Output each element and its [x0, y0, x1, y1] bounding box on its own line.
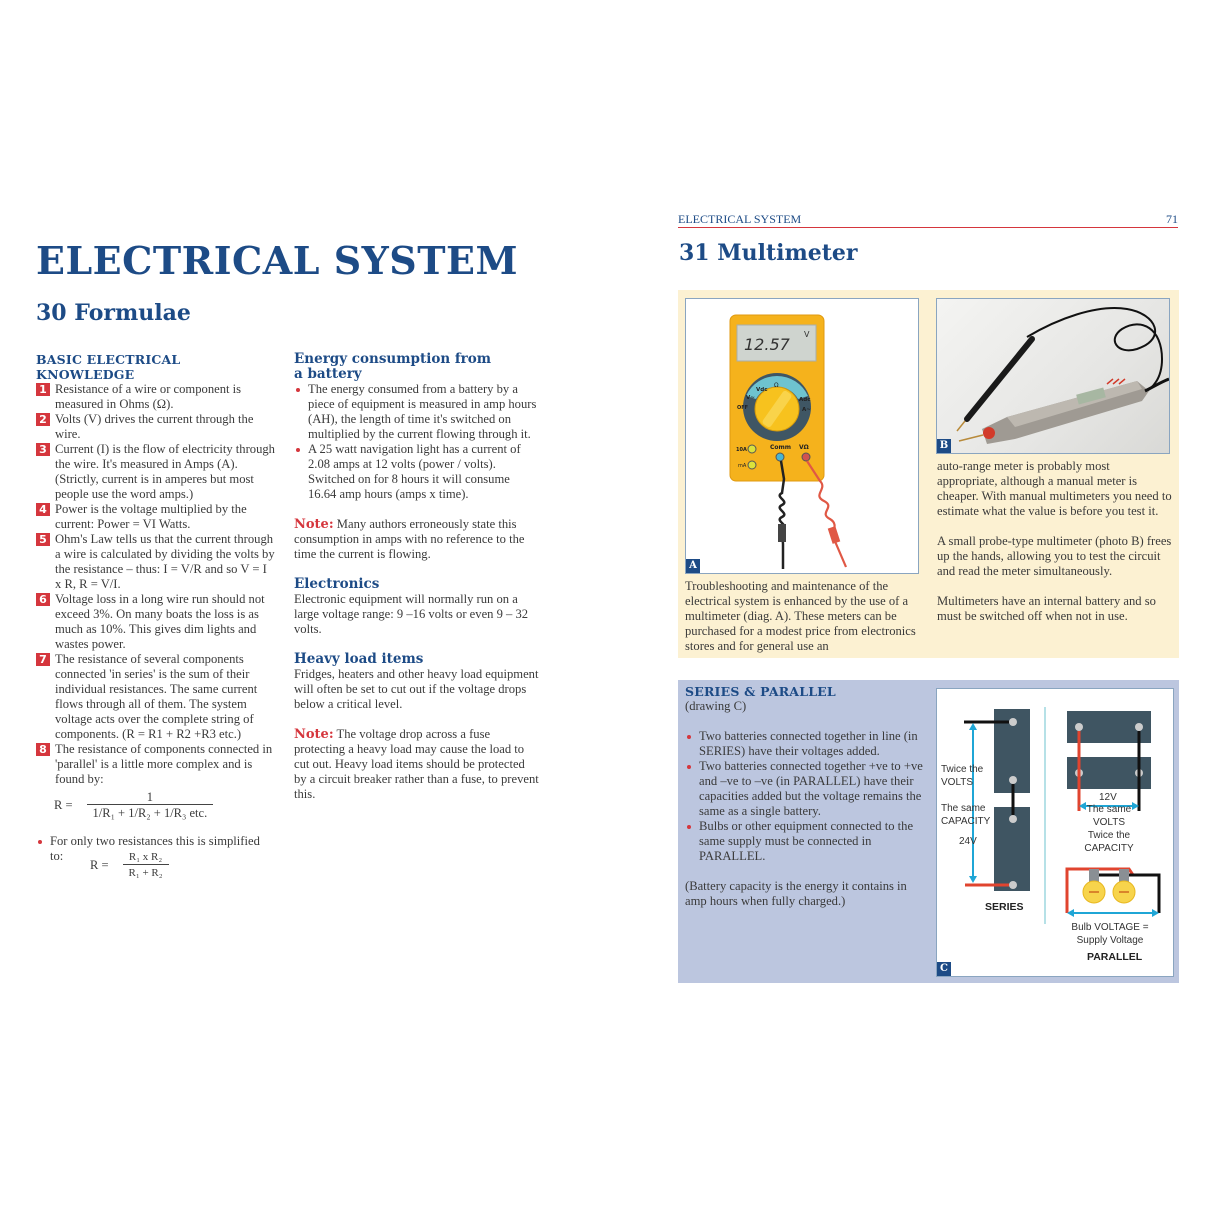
svg-text:Ω: Ω	[774, 382, 779, 389]
multimeter-panel	[678, 290, 1179, 658]
svg-text:Comm: Comm	[770, 444, 792, 451]
svg-text:V: V	[804, 330, 810, 339]
svg-text:Adc: Adc	[799, 397, 811, 403]
bullet-item: For only two resistances this is simplified to:	[36, 834, 276, 864]
number-badge: 1	[36, 383, 50, 396]
figure-c-label: C	[937, 962, 951, 976]
note-label: Note:	[294, 517, 334, 532]
series-caption: SERIES	[985, 901, 1024, 913]
heavy-load-text: Fridges, heaters and other heavy load equipment will often be set to cut out if the voltage drops below a critical level.	[294, 667, 539, 711]
bullet-item: Bulbs or other equipment connected to the same supply must be connected in PARALLEL.	[685, 819, 925, 864]
bullet-item: The energy consumed from a battery by a piece of equipment is measured in amp hours (AH), the length of time it's switched on multiplied by the current flowing through it.	[294, 382, 539, 442]
list-item: 6 Voltage loss in a long wire run should not exceed 3%. On many boats the loss is as much as 10%. This gives dim lights and wastes power.	[36, 592, 276, 652]
section-30-title: 30 Formulae	[36, 300, 191, 326]
energy-column	[294, 352, 539, 802]
number-badge: 7	[36, 653, 50, 666]
chapter-title: ELECTRICAL SYSTEM	[36, 238, 519, 283]
svg-text:A~: A~	[802, 407, 811, 413]
svg-text:V~: V~	[746, 395, 755, 401]
series-parallel-heading: SERIES & PARALLEL	[685, 684, 836, 699]
parallel-caption: PARALLEL	[1087, 951, 1143, 963]
figure-b-label: B	[937, 439, 951, 453]
figure-c-series-parallel-diagram	[936, 688, 1174, 977]
running-header	[678, 212, 1178, 228]
heavy-load-heading: Heavy load items	[294, 651, 424, 667]
list-item: 3 Current (I) is the flow of electricity through the wire. It's measured in Amps (A). (Strictly, current is in amperes but most people use the word amps.)	[36, 442, 276, 502]
svg-text:mA: mA	[738, 463, 747, 469]
basic-knowledge-heading: BASIC ELECTRICAL KNOWLEDGE	[36, 352, 181, 382]
series-note-volts: Twice the VOLTS	[941, 764, 984, 788]
number-badge: 8	[36, 743, 50, 756]
figure-a-label: A	[686, 559, 700, 573]
series-note-capacity: The same CAPACITY	[941, 803, 991, 827]
number-badge: 4	[36, 503, 50, 516]
probe-multimeter-illustration	[937, 299, 1170, 454]
number-badge: 6	[36, 593, 50, 606]
number-badge: 2	[36, 413, 50, 426]
svg-text:VΩ: VΩ	[799, 444, 809, 451]
electronics-text: Electronic equipment will normally run on a large voltage range: 9 –16 volts or even 9 – 32 volts.	[294, 592, 529, 636]
number-badge: 5	[36, 533, 50, 546]
list-item: 2 Volts (V) drives the current through the wire.	[36, 412, 276, 442]
page-number: 71	[1166, 212, 1178, 226]
list-item: 8 The resistance of components connected in 'parallel' is a little more complex and is found by:	[36, 742, 276, 787]
number-badge: 3	[36, 443, 50, 456]
svg-text:12.57: 12.57	[744, 335, 790, 354]
bullet-item: Two batteries connected together +ve to +ve and –ve to –ve (in PARALLEL) have their capacities added but the voltage remains the same as a single battery.	[685, 759, 925, 819]
section-31-title: 31 Multimeter	[679, 240, 858, 266]
multimeter-text-a: Troubleshooting and maintenance of the electrical system is enhanced by the use of a multimeter (diag. A). These meters can be purchased for a modest price from electronics stores and for general use an	[685, 579, 916, 653]
svg-text:Vdc: Vdc	[756, 387, 768, 393]
series-parallel-text	[685, 684, 925, 909]
energy-note: Note: Many authors erroneously state this consumption in amps with no reference to the time the current is flowing.	[294, 517, 525, 561]
figure-a-multimeter	[685, 298, 919, 574]
multimeter-illustration	[686, 299, 918, 573]
heavy-load-note: Note: The voltage drop across a fuse protecting a heavy load may cause the load to cut out. Heavy load items should be protected by a circuit breaker rather than a fuse, to prevent this.	[294, 727, 539, 801]
list-item: 5 Ohm's Law tells us that the current through a wire is calculated by dividing the volts by the resistance – thus: I = V/R and so V = I x R, R = V/I.	[36, 532, 276, 592]
running-head-title: ELECTRICAL SYSTEM	[678, 212, 802, 226]
battery-capacity-footnote: (Battery capacity is the energy it contains in amp hours when fully charged.)	[685, 879, 907, 908]
series-voltage: 24V	[959, 836, 977, 847]
parallel-voltage: 12V	[1099, 792, 1117, 803]
parallel-note: The same VOLTS Twice the CAPACITY	[1084, 804, 1134, 854]
figure-b-probe-photo	[936, 298, 1170, 454]
two-resistance-formula: R = $\frac{\text{R₁ x R₂}}{\text{R₁ + R₂}}$	[90, 851, 276, 880]
note-label: Note:	[294, 727, 334, 742]
bullet-item: A 25 watt navigation light has a current of 2.08 amps at 12 volts (power / volts). Switched on for 8 hours it will consume 16.64 amp hours (amps x time).	[294, 442, 539, 502]
electronics-heading: Electronics	[294, 576, 380, 592]
basic-knowledge-column	[36, 352, 276, 880]
bulb-voltage-note: Bulb VOLTAGE = Supply Voltage	[1071, 922, 1149, 946]
list-item: 1 Resistance of a wire or component is measured in Ohms (Ω).	[36, 382, 276, 412]
parallel-resistance-formula: R = $\frac{1}{\text{1/R₁ + 1/R₂ + 1/R₃ etc.}}$	[54, 791, 276, 820]
svg-text:OFF: OFF	[737, 405, 749, 411]
series-parallel-subheading: (drawing C)	[685, 699, 747, 713]
list-item: 7 The resistance of several components connected 'in series' is the sum of their individual resistances. The same current flows through all of them. The system voltage acts over the complete string of components. (R = R1 + R2 +R3 etc.)	[36, 652, 276, 742]
series-parallel-panel	[678, 680, 1179, 983]
energy-heading: Energy consumption from a battery	[294, 351, 492, 382]
bullet-item: Two batteries connected together in line (in SERIES) have their voltages added.	[685, 729, 925, 759]
svg-text:10A: 10A	[736, 447, 747, 453]
list-item: 4 Power is the voltage multiplied by the current: Power = VI Watts.	[36, 502, 276, 532]
multimeter-text-b: auto-range meter is probably most appropriate, although a manual meter is cheaper. With manual multimeters you need to estimate what the value is before you test it. A small probe-type multimeter (photo B) frees up the hands, allowing you to test the circuit and read the meter simultaneously. Multimeters have an internal battery and so must be switched off when not in use.	[937, 459, 1172, 623]
